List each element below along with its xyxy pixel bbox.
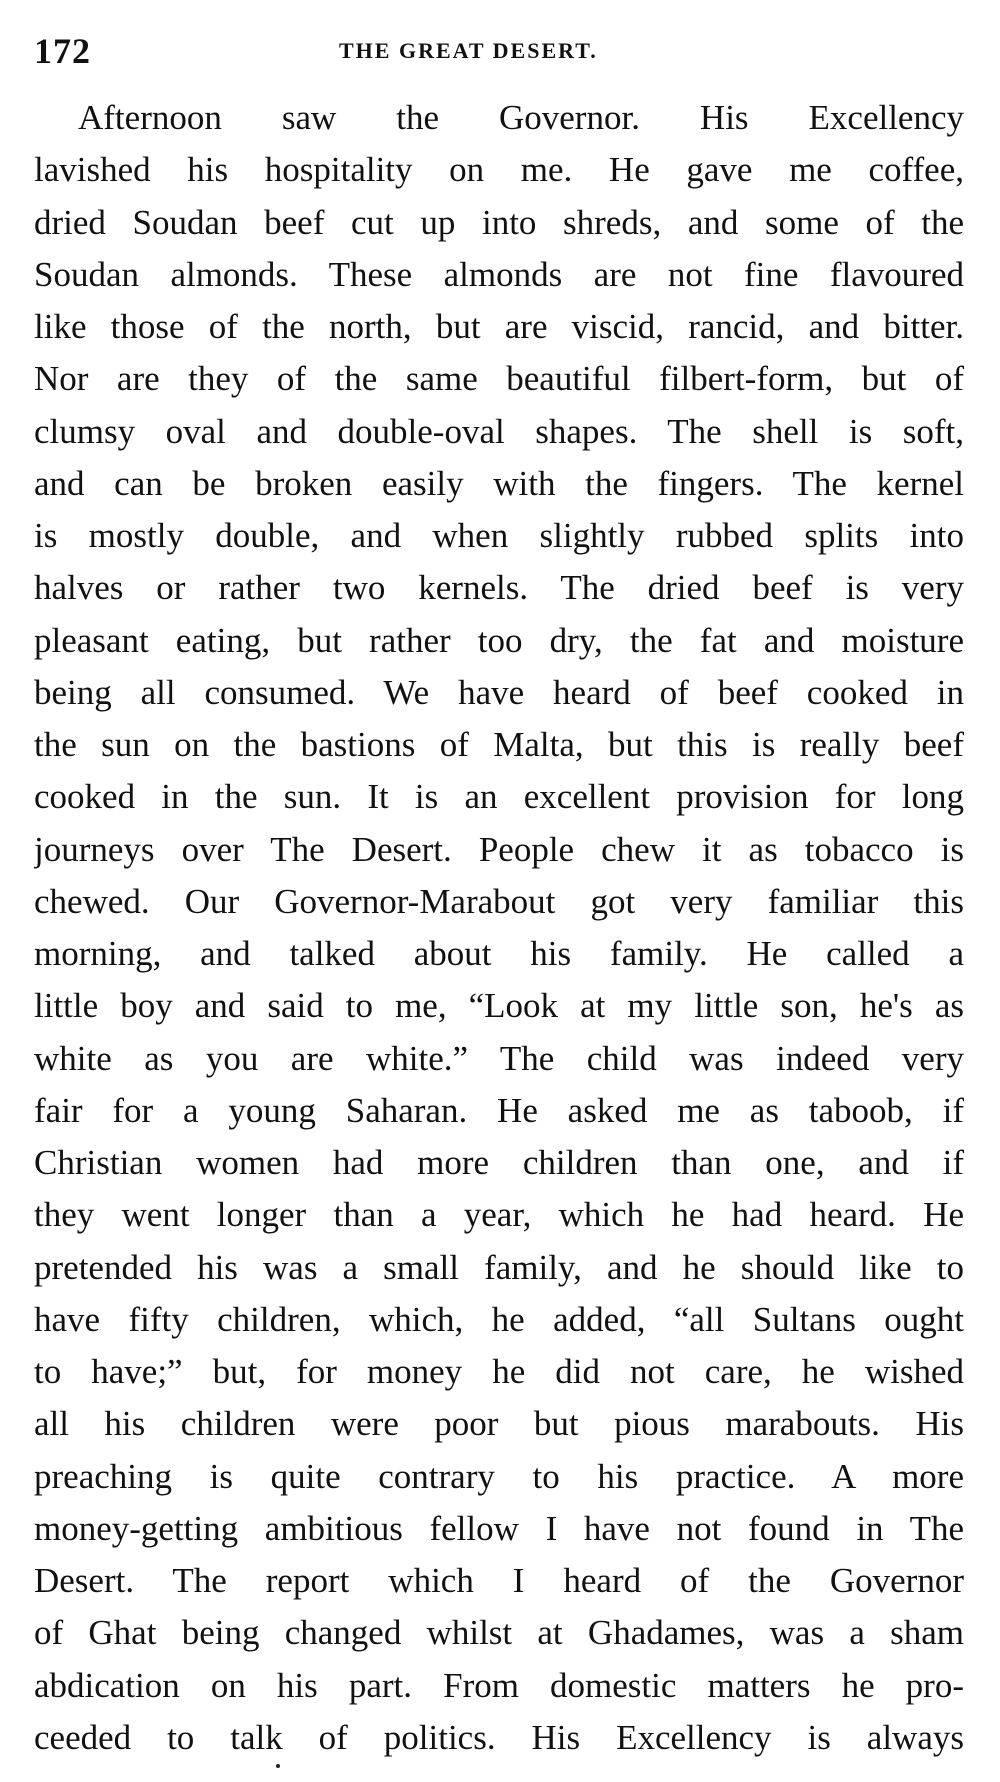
text-line: the sun on the bastions of Malta, but this is really beef: [34, 725, 964, 764]
text-line: abdication on his part. From domestic matters he pro-: [34, 1665, 964, 1705]
text-line: pleasant eating, but rather too dry, the fat and moisture: [34, 620, 964, 660]
text-line: they went longer than a year, which he had heard. He: [34, 1195, 964, 1235]
text-line: journeys over The Desert. People chew it as tobacco is: [34, 829, 964, 869]
text-line: Christian women had more children than one, and if: [34, 1143, 964, 1182]
text-line: lavished his hospitality on me. He gave me coffee,: [34, 150, 964, 190]
text-line: being all consumed. We have heard of beef cooked in: [34, 672, 964, 712]
text-line: cooked in the sun. It is an excellent provision for long: [34, 777, 964, 817]
text-line: white as you are white.” The child was indeed very: [34, 1038, 964, 1078]
text-line: have fifty children, which, he added, “all Sultans ought: [34, 1299, 964, 1339]
text-line: preaching is quite contrary to his practice. A more: [34, 1456, 964, 1496]
text-line: Soudan almonds. These almonds are not fine flavoured: [34, 254, 964, 294]
text-line: money-getting ambitious fellow I have not found in The: [34, 1508, 964, 1548]
text-line: halves or rather two kernels. The dried beef is very: [34, 568, 964, 608]
text-line: all his children were poor but pious marabouts. His: [34, 1404, 964, 1444]
text-line: dried Soudan beef cut up into shreds, and some of the: [34, 202, 964, 242]
text-line: morning, and talked about his family. He called a: [34, 934, 964, 973]
text-line: Desert. The report which I heard of the Governor: [34, 1561, 964, 1600]
text-line: little boy and said to me, “Look at my little son, he's as: [34, 986, 964, 1026]
text-line: to have;” but, for money he did not care, he wished: [34, 1352, 964, 1391]
print-speck: [276, 1764, 280, 1768]
body-paragraph: [34, 92, 964, 1764]
running-title: THE GREAT DESERT.: [339, 38, 598, 63]
page-number: 172: [34, 31, 91, 71]
text-line: like those of the north, but are viscid, rancid, and bitter.: [34, 307, 964, 346]
text-line: clumsy oval and double-oval shapes. The shell is soft,: [34, 411, 964, 451]
text-line: fair for a young Saharan. He asked me as taboob, if: [34, 1090, 964, 1130]
text-line: pretended his was a small family, and he should like to: [34, 1247, 964, 1287]
text-line: Afternoon saw the Governor. His Excellency: [78, 98, 964, 137]
text-line: chewed. Our Governor-Marabout got very familiar this: [34, 881, 964, 921]
text-line: is mostly double, and when slightly rubbed splits into: [34, 516, 964, 555]
running-head: [34, 30, 964, 70]
text-line: and can be broken easily with the fingers. The kernel: [34, 463, 964, 503]
text-line: ceeded to talk of politics. His Excellency is always: [34, 1717, 964, 1757]
text-line: of Ghat being changed whilst at Ghadames, was a sham: [34, 1613, 964, 1653]
text-line: Nor are they of the same beautiful filbert-form, but of: [34, 359, 964, 399]
